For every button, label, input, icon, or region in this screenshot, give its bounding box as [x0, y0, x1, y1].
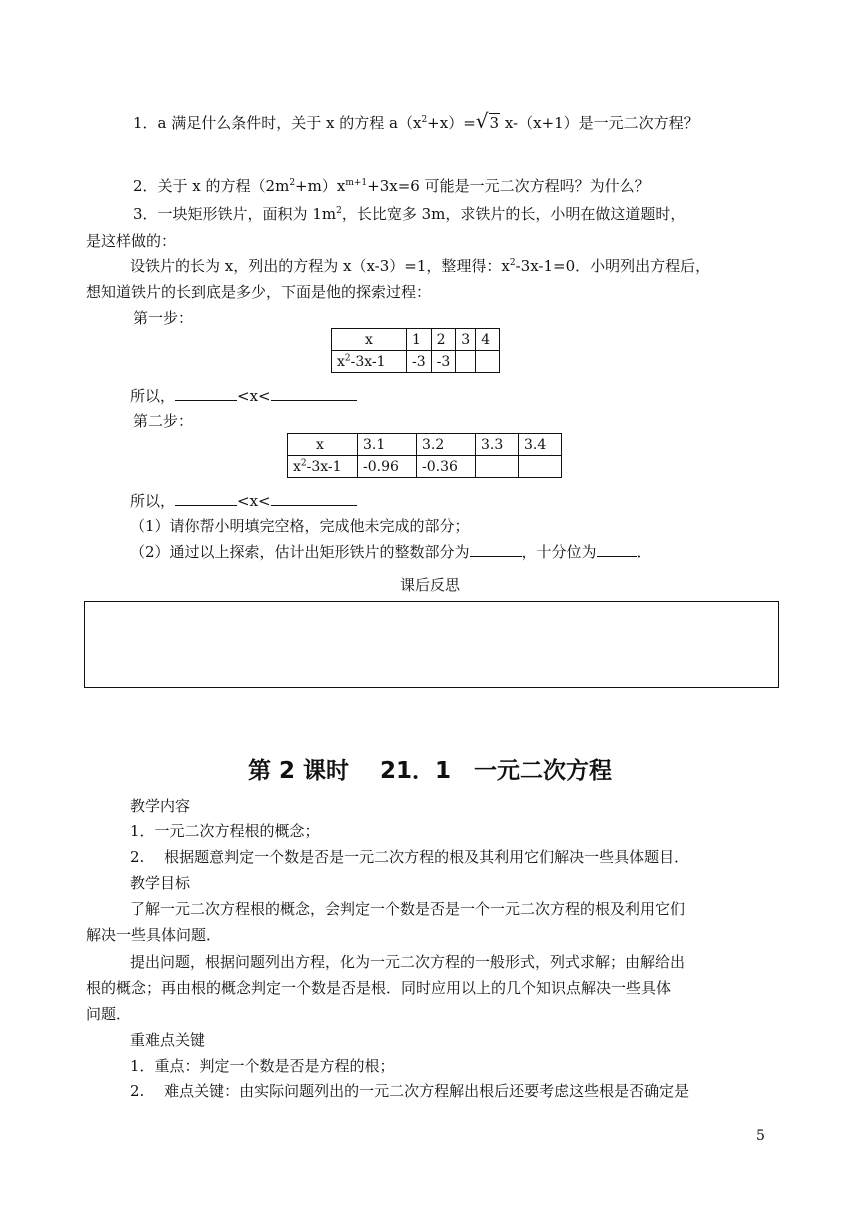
table-row [332, 329, 500, 351]
question-3-line-3: 设铁片的长为 x，列出的方程为 x（x-3）=1，整理得：$x^2-3x-1=0$．小明列出方程后， [130, 257, 711, 275]
lesson-title: 第 2 课时 21．1 一元二次方程 [247, 758, 613, 784]
step-1-conclusion: 所以， <x< [130, 386, 357, 406]
content-item-2: 2. 根据题意判定一个数是否是一元二次方程的根及其利用它们解决一些具体题目． [130, 848, 690, 866]
table-cell: 3.4 [519, 434, 562, 456]
step-1-label: 第一步： [133, 309, 194, 327]
table-cell [519, 456, 562, 478]
goal-line-5: 问题． [86, 1005, 132, 1023]
table-row [288, 434, 562, 456]
table-cell: x [288, 434, 358, 456]
table-cell: -0.96 [358, 456, 417, 478]
table-cell [476, 351, 500, 373]
answer-blank[interactable] [175, 491, 237, 506]
key-item-1: 1．重点：判定一个数是否是方程的根； [130, 1057, 395, 1075]
task-1: （1）请你帮小明填完空格，完成他未完成的部分； [130, 517, 470, 535]
table-cell: -3 [407, 351, 432, 373]
question-3-line-1: 3．一块矩形铁片，面积为 $1m^2$，长比宽多 3m，求铁片的长，小明在做这道题时， [133, 205, 686, 223]
goal-line-4: 根的概念；再由根的概念判定一个数是否是根．同时应用以上的几个知识点解决一些具体 [86, 979, 672, 997]
content-item-1: 1．一元二次方程根的概念； [130, 822, 320, 840]
question-3-line-4: 想知道铁片的长到底是多少，下面是他的探索过程： [86, 283, 432, 301]
step-2-conclusion: 所以， <x< [130, 491, 357, 511]
table-cell [476, 456, 519, 478]
goal-line-1: 了解一元二次方程根的概念，会判定一个数是否是一个一元二次方程的根及利用它们 [130, 900, 686, 918]
question-2: 2．关于 x 的方程$(2m^2+m)x^{m+1}+3x=6$ 可能是一元二次方程吗？为什么？ [133, 177, 650, 195]
section-heading-key: 重难点关键 [130, 1031, 206, 1049]
step-2-label: 第二步： [133, 412, 194, 430]
key-item-2: 2. 难点关键：由实际问题列出的一元二次方程解出根后还要考虑这些根是否确定是 [130, 1082, 690, 1100]
goal-line-3: 提出问题，根据问题列出方程，化为一元二次方程的一般形式，列式求解；由解给出 [130, 953, 686, 971]
task-2: （2）通过以上探索，估计出矩形铁片的整数部分为 ，十分位为 ． [130, 543, 652, 561]
table-cell: x [332, 329, 407, 351]
question-1: 1．a 满足什么条件时，关于 x 的方程 $a(x^2+x)=√3$ x-（x+1）是一元二次方程？ [133, 109, 699, 133]
table-cell [456, 351, 476, 373]
table-cell: 2 [431, 329, 456, 351]
table-cell: 3.2 [417, 434, 476, 456]
step-2-table [287, 433, 562, 478]
goal-line-2: 解决一些具体问题． [86, 926, 222, 944]
section-heading-goal: 教学目标 [130, 874, 191, 892]
table-row [288, 456, 562, 478]
table-cell: $x^2-3x-1$ [288, 456, 358, 478]
reflection-title: 课后反思 [399, 576, 460, 594]
answer-blank[interactable] [271, 491, 357, 506]
table-cell: -0.36 [417, 456, 476, 478]
page-number: 5 [756, 1128, 765, 1144]
step-1-table [331, 328, 500, 373]
question-3-line-2: 是这样做的： [86, 232, 177, 250]
table-cell: 4 [476, 329, 500, 351]
table-cell: 3.3 [476, 434, 519, 456]
table-cell: 3.1 [358, 434, 417, 456]
square-root-symbol: √3 [475, 109, 500, 133]
table-cell: -3 [431, 351, 456, 373]
table-cell: $x^2-3x-1$ [332, 351, 407, 373]
answer-blank[interactable] [271, 386, 357, 401]
table-cell: 1 [407, 329, 432, 351]
table-row [332, 351, 500, 373]
answer-blank[interactable] [597, 542, 637, 557]
reflection-box[interactable] [84, 601, 779, 688]
answer-blank[interactable] [470, 542, 522, 557]
answer-blank[interactable] [175, 386, 237, 401]
table-cell: 3 [456, 329, 476, 351]
section-heading-content: 教学内容 [130, 797, 191, 815]
